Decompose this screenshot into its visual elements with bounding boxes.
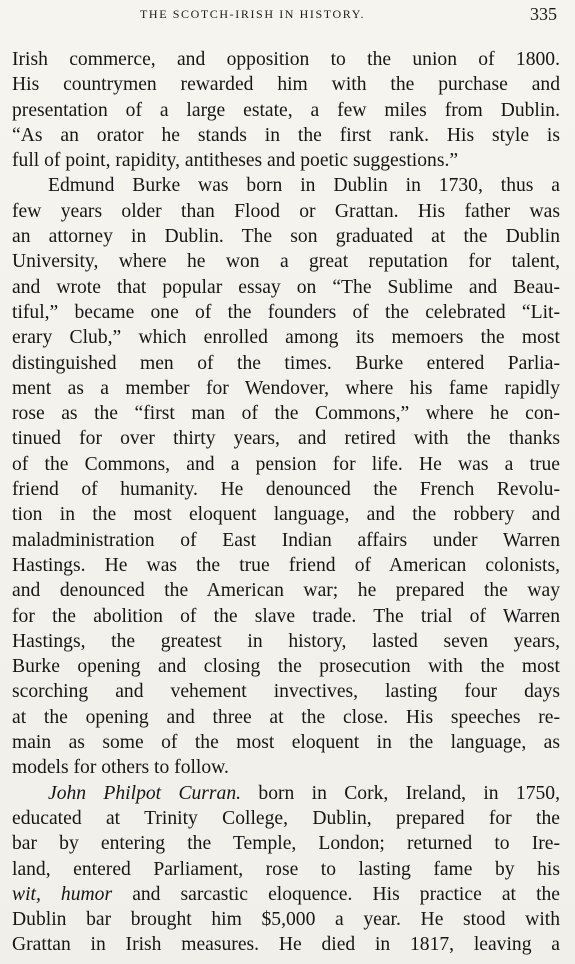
text-line (12, 452, 560, 477)
line-text: maladministration of East Indian affairs under Warren (12, 529, 560, 551)
line-text: few years older than Flood or Grattan. His father was (12, 200, 560, 222)
running-head (0, 4, 575, 26)
line-text: tiful,” became one of the founders of the celebrated “Lit- (12, 301, 560, 323)
line-text: ment as a member for Wendover, where his fame rapidly (12, 377, 560, 399)
text-line (12, 123, 560, 148)
text-line (12, 426, 560, 451)
text-line (12, 730, 560, 755)
line-text: and denounced the American war; he prepared the way (12, 580, 560, 602)
line-text: “As an orator he stands in the first rank. His style is (12, 124, 560, 146)
running-title: THE SCOTCH-IRISH IN HISTORY. (140, 7, 366, 21)
body-text (12, 47, 560, 958)
text-line (12, 629, 560, 654)
text-line (12, 376, 560, 401)
line-text: Dublin bar brought him $5,000 a year. He stood with (12, 909, 560, 931)
text-line (12, 578, 560, 603)
text-line (12, 300, 560, 325)
line-text: and wrote that popular essay on “The Sublime and Beau- (12, 276, 560, 298)
line-text: models for others to follow. (12, 757, 229, 779)
text-line (12, 173, 560, 198)
text-line (12, 199, 560, 224)
text-line (12, 781, 560, 806)
text-line (12, 325, 560, 350)
line-text: erary Club,” which enrolled among its memoers the most (12, 327, 560, 349)
line-text: Grattan in Irish measures. He died in 1817, leaving a (12, 934, 560, 956)
text-line (12, 98, 560, 123)
line-text: of the Commons, and a pension for life. He was a true (12, 453, 560, 475)
text-line (12, 401, 560, 426)
text-line (12, 148, 560, 173)
line-text: born in Cork, Ireland, in 1750, (241, 782, 561, 804)
text-line (12, 502, 560, 527)
line-text: bar by entering the Temple, London; returned to Ire- (12, 833, 560, 855)
text-line (12, 249, 560, 274)
line-text: main as some of the most eloquent in the language, as (12, 732, 560, 754)
text-line (12, 932, 560, 957)
line-text: University, where he won a great reputation for talent, (12, 251, 560, 273)
text-line (12, 553, 560, 578)
line-text: rose as the “first man of the Commons,” where he con- (12, 403, 560, 425)
line-text: scorching and vehement invectives, lasting four days (12, 681, 560, 703)
italic-text: wit, humor (12, 883, 113, 905)
line-text: and sarcastic eloquence. His practice at the (112, 883, 561, 905)
line-text: for the abolition of the slave trade. The trial of Warren (12, 605, 560, 627)
line-text: land, entered Parliament, rose to lasting fame by his (12, 858, 560, 880)
line-text: tinued for over thirty years, and retired with the thanks (12, 428, 560, 450)
text-line (12, 604, 560, 629)
text-line (12, 831, 560, 856)
line-text: full of point, rapidity, antitheses and poetic suggestions.” (12, 150, 459, 172)
line-text: distinguished men of the times. Burke entered Parlia- (12, 352, 560, 374)
line-text: educated at Trinity College, Dublin, prepared for the (12, 807, 560, 829)
italic-text: John Philpot Curran. (48, 782, 242, 804)
line-text: Irish commerce, and opposition to the union of 1800. (12, 49, 560, 70)
text-line (12, 72, 560, 97)
text-line (12, 806, 560, 831)
page-number: 335 (530, 4, 557, 24)
text-line (12, 654, 560, 679)
text-line (12, 528, 560, 553)
text-line (12, 907, 560, 932)
text-line (12, 275, 560, 300)
text-line (12, 705, 560, 730)
line-text: Edmund Burke was born in Dublin in 1730, thus a (48, 175, 560, 197)
line-text: Burke opening and closing the prosecution with the most (12, 656, 560, 678)
text-line (12, 47, 560, 72)
text-line (12, 477, 560, 502)
text-line (12, 755, 560, 780)
line-text: an attorney in Dublin. The son graduated at the Dublin (12, 226, 560, 248)
line-text: Hastings, the greatest in history, lasted seven years, (12, 630, 560, 652)
line-text: at the opening and three at the close. His speeches re- (12, 706, 560, 728)
text-line (12, 351, 560, 376)
line-text: His countrymen rewarded him with the purchase and (12, 74, 560, 96)
text-line (12, 679, 560, 704)
line-text: tion in the most eloquent language, and the robbery and (12, 504, 560, 526)
text-line (12, 224, 560, 249)
line-text: Hastings. He was the true friend of American colonists, (12, 554, 560, 576)
line-text: presentation of a large estate, a few miles from Dublin. (12, 99, 560, 121)
text-line (12, 882, 560, 907)
line-text: friend of humanity. He denounced the French Revolu- (12, 479, 560, 501)
text-line (12, 857, 560, 882)
